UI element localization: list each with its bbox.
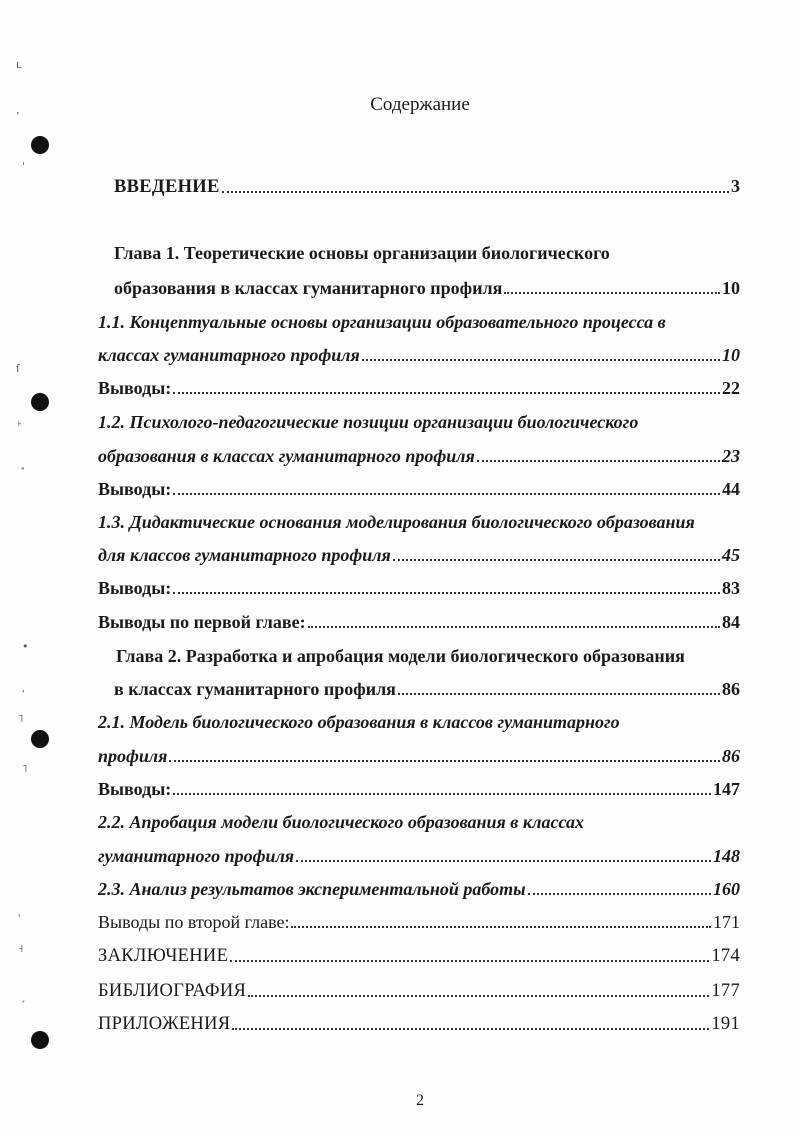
- scan-speck: ˥: [22, 762, 28, 775]
- scan-speck: ˟: [20, 466, 26, 479]
- toc-page: 171: [713, 912, 740, 932]
- leader-dots: [528, 893, 711, 895]
- toc-page: 44: [722, 479, 740, 499]
- leader-dots: [230, 960, 709, 962]
- toc-section-1-2-title[interactable]: 1.2. Психолого-педагогические позиции организации биологического: [98, 412, 639, 432]
- toc-entry-section-2-1[interactable]: [98, 744, 740, 768]
- toc-label: Выводы:: [98, 479, 172, 499]
- leader-dots: [248, 995, 709, 997]
- toc-page: 23: [722, 446, 740, 466]
- toc-label: Выводы:: [98, 378, 172, 398]
- scan-speck: ˫: [18, 416, 22, 429]
- toc-entry-section-2-2[interactable]: [98, 844, 740, 868]
- punch-hole: [31, 730, 49, 748]
- toc-entry-conclusions-1-3[interactable]: [98, 576, 740, 600]
- leader-dots: [173, 493, 720, 495]
- page-number: 2: [416, 1092, 424, 1109]
- toc-page: 22: [722, 378, 740, 398]
- toc-label: Выводы по первой главе:: [98, 612, 306, 632]
- toc-section-1-3-title[interactable]: 1.3. Дидактические основания моделирования биологического образования: [98, 512, 695, 532]
- toc-entry-chapter-1-conclusions[interactable]: [98, 610, 740, 634]
- leader-dots: [232, 1028, 709, 1030]
- toc-entry-section-1-1[interactable]: [98, 343, 740, 367]
- scan-speck: ˈ: [22, 160, 26, 173]
- scan-speck: •: [22, 640, 29, 653]
- toc-entry-appendices[interactable]: [98, 1012, 740, 1036]
- toc-page: 174: [711, 946, 740, 966]
- toc-page: 45: [722, 545, 740, 565]
- toc-entry-section-1-3[interactable]: [98, 543, 740, 567]
- toc-label: Выводы:: [98, 779, 172, 799]
- toc-label: гуманитарного профиля: [98, 846, 295, 866]
- toc-page: 10: [722, 278, 740, 298]
- toc-page: 148: [713, 846, 740, 866]
- toc-label: Выводы:: [98, 578, 172, 598]
- toc-page: 86: [722, 746, 740, 766]
- toc-page: 191: [711, 1014, 740, 1034]
- toc-entry-chapter-2[interactable]: [114, 677, 740, 701]
- toc-entry-conclusions-2-1[interactable]: [98, 777, 740, 801]
- toc-page: 147: [713, 779, 740, 799]
- leader-dots: [169, 760, 720, 762]
- scan-speck: ʾ: [22, 688, 26, 701]
- toc-label: образования в классах гуманитарного профиля: [114, 278, 503, 298]
- leader-dots: [398, 693, 720, 695]
- toc-page: 84: [722, 612, 740, 632]
- leader-dots: [173, 793, 711, 795]
- toc-label: ЗАКЛЮЧЕНИЕ: [98, 946, 229, 966]
- toc-entry-chapter-2-conclusions[interactable]: [98, 910, 740, 934]
- page-title: Содержание: [370, 94, 470, 115]
- scan-speck: ʟ: [16, 58, 22, 71]
- toc-label: классах гуманитарного профиля: [98, 345, 360, 365]
- leader-dots: [222, 191, 729, 193]
- toc-entry-chapter-1[interactable]: [114, 276, 740, 300]
- toc-entry-conclusion[interactable]: [98, 944, 740, 968]
- scan-speck: ˏ: [20, 990, 26, 1003]
- punch-hole: [31, 136, 49, 154]
- toc-label: ВВЕДЕНИЕ: [114, 177, 220, 197]
- scan-speck: ſ: [16, 362, 20, 375]
- toc-page: 3: [731, 176, 740, 196]
- toc-entry-conclusions-1-2[interactable]: [98, 477, 740, 501]
- toc-label: БИБЛИОГРАФИЯ: [98, 981, 247, 1001]
- leader-dots: [477, 460, 720, 462]
- toc-page: 160: [713, 879, 740, 899]
- toc-section-2-1-title[interactable]: 2.1. Модель биологического образования в классов гуманитарного: [98, 712, 620, 732]
- leader-dots: [291, 926, 711, 928]
- toc-page: 83: [722, 578, 740, 598]
- punch-hole: [31, 393, 49, 411]
- toc-page: 86: [722, 679, 740, 699]
- toc-entry-conclusions-1-1[interactable]: [98, 376, 740, 400]
- toc-entry-section-2-3[interactable]: [98, 877, 740, 901]
- leader-dots: [504, 292, 720, 294]
- toc-page: 10: [722, 345, 740, 365]
- leader-dots: [362, 359, 720, 361]
- scan-speck: ˥: [18, 712, 24, 725]
- toc-label: для классов гуманитарного профиля: [98, 545, 391, 565]
- leader-dots: [393, 559, 720, 561]
- scan-speck: ʼ: [16, 110, 20, 123]
- toc-chapter-2-title[interactable]: Глава 2. Разработка и апробация модели биологического образования: [116, 646, 685, 666]
- scan-speck: ˧: [18, 942, 24, 955]
- toc-label: профиля: [98, 746, 168, 766]
- toc-label: ПРИЛОЖЕНИЯ: [98, 1014, 231, 1034]
- leader-dots: [308, 626, 720, 628]
- toc-entry-section-1-2[interactable]: [98, 444, 740, 468]
- toc-label: Выводы по второй главе:: [98, 912, 290, 932]
- leader-dots: [173, 392, 720, 394]
- toc-entry-bibliography[interactable]: [98, 979, 740, 1003]
- leader-dots: [296, 860, 711, 862]
- toc-entry-introduction[interactable]: [114, 174, 740, 199]
- leader-dots: [173, 592, 720, 594]
- toc-section-1-1-title[interactable]: 1.1. Концептуальные основы организации образовательного процесса в: [98, 312, 666, 332]
- toc-label: 2.3. Анализ результатов экспериментальной работы: [98, 879, 526, 899]
- toc-chapter-1-title[interactable]: Глава 1. Теоретические основы организации биологического: [114, 243, 610, 263]
- scan-speck: ʿ: [18, 912, 22, 925]
- toc-section-2-2-title[interactable]: 2.2. Апробация модели биологического образования в классах: [98, 812, 585, 832]
- toc-page: 177: [711, 981, 740, 1001]
- toc-label: образования в классах гуманитарного профиля: [98, 446, 475, 466]
- punch-hole: [31, 1031, 49, 1049]
- toc-label: в классах гуманитарного профиля: [114, 679, 396, 699]
